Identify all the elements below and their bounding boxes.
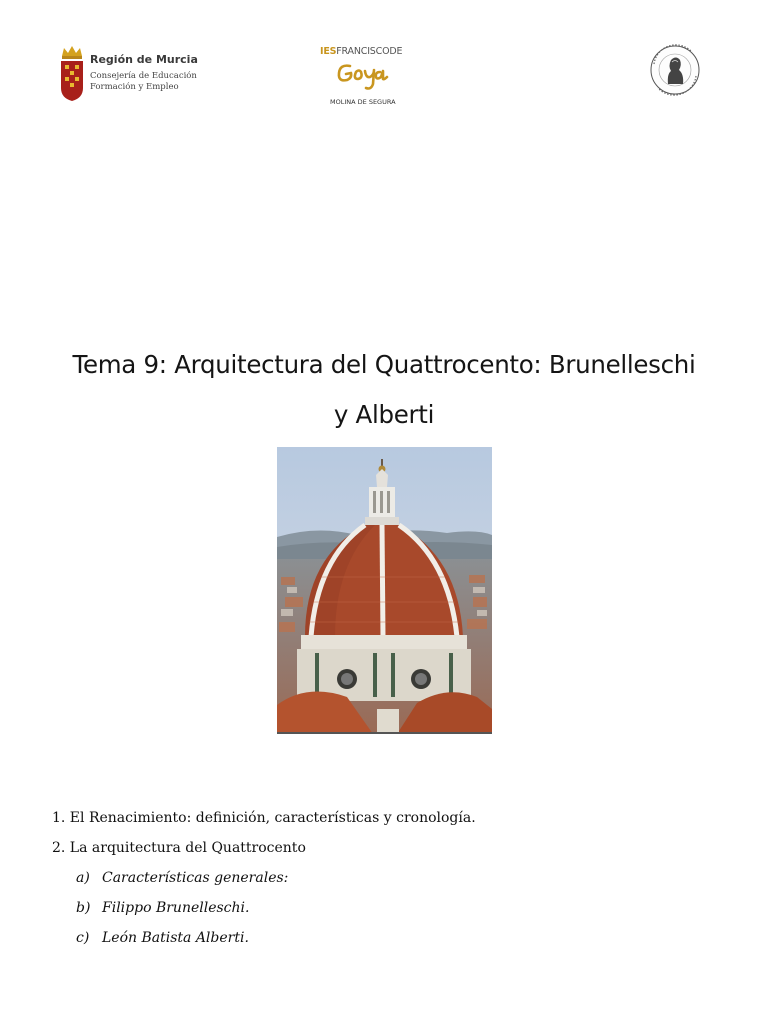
subitem-letter: a) <box>76 870 90 886</box>
outline-subitem-a <box>52 866 732 896</box>
region-murcia-line1: Consejería de Educación <box>90 71 197 81</box>
subitem-letter: c) <box>76 930 90 946</box>
school-seal-icon <box>646 44 704 96</box>
table-of-contents <box>52 806 732 956</box>
ies-prefix: IES <box>320 46 337 57</box>
outline-item-2: 2. La arquitectura del Quattrocento <box>52 840 306 856</box>
region-murcia-title: Región de Murcia <box>90 53 198 66</box>
outline-subitem-b <box>52 896 732 926</box>
goya-signature-icon <box>334 58 390 92</box>
ies-name <box>320 46 402 57</box>
title-line-2: y Alberti <box>333 400 435 429</box>
ies-school-name: FRANCISCODE <box>336 46 403 57</box>
page-title <box>40 340 728 440</box>
murcia-crest-icon <box>58 44 86 102</box>
title-line-1: Tema 9: Arquitectura del Quattrocento: Brunelleschi <box>72 350 696 379</box>
ies-goya-logo <box>320 46 406 110</box>
outline-item-1: 1. El Renacimiento: definición, características y cronología. <box>52 810 476 826</box>
subitem-letter: b) <box>76 900 91 916</box>
subitem-text: Características generales: <box>102 870 289 886</box>
region-murcia-line2: Formación y Empleo <box>90 82 179 92</box>
outline-subitem-c <box>52 926 732 956</box>
region-murcia-logo <box>58 44 198 102</box>
subitem-text: León Batista Alberti. <box>102 930 249 946</box>
florence-dome-photo <box>277 447 492 734</box>
subitem-text: Filippo Brunelleschi. <box>102 900 250 916</box>
ies-location: MOLINA DE SEGURA <box>330 98 396 106</box>
region-murcia-subtitle <box>90 71 197 93</box>
